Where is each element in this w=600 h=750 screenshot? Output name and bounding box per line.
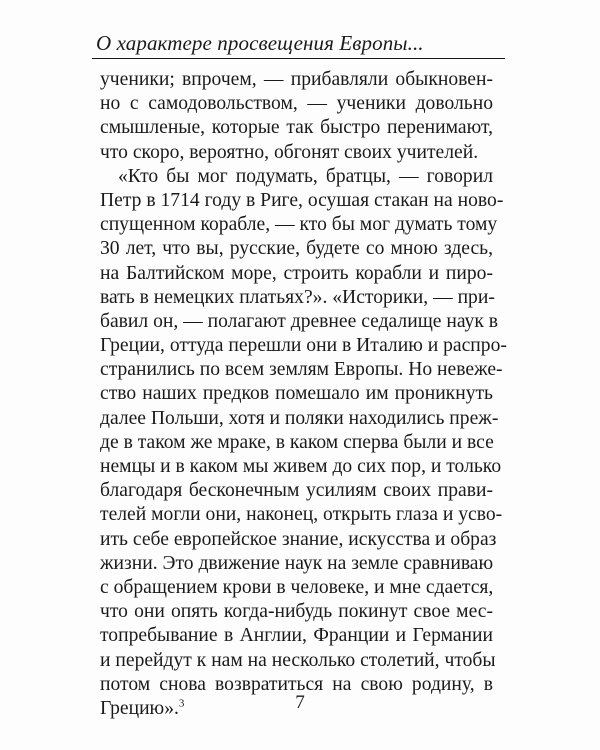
text-line: далее Польши, хотя и поляки находились преж-: [100, 407, 499, 429]
text-line: потом снова возвратиться на свою родину, в: [100, 673, 493, 695]
final-line-text: Грецию».: [100, 697, 179, 719]
text-line: телей могли они, наконец, открыть глаза и усво-: [100, 504, 503, 526]
text-line: жизни. Это движение наук на земле сравниваю: [100, 552, 494, 574]
running-head: О характере просвещения Европы...: [96, 31, 424, 55]
text-line: странились по всем землям Европы. Но невеже-: [100, 359, 503, 381]
text-line: «Кто бы мог подумать, братцы, — говорил: [118, 165, 493, 187]
text-line: с обращением крови в человеке, и мне сдается,: [100, 576, 494, 598]
text-line: де в таком же мраке, в каком сперва были и все: [100, 431, 494, 453]
text-line: и перейдут к нам на несколько столетий, чтобы: [100, 649, 496, 671]
header-rule: [92, 58, 505, 59]
text-line: топребывание в Англии, Франции и Германии: [100, 625, 493, 647]
text-line: вать в немецких платьях?». «Историки, — при-: [100, 286, 495, 308]
text-line: на Балтийском море, строить корабли и пиро-: [100, 262, 493, 284]
text-line: бавил он, — полагают древнее седалище наук в: [100, 310, 499, 332]
text-line: немцы и в каком мы живем до сих пор, и только: [100, 456, 502, 477]
text-line: Греции, оттуда перешли они в Италию и распро-: [100, 335, 507, 357]
text-line: ство наших предков помешало им проникнуть: [100, 383, 493, 405]
text-line: смышленые, которые так быстро перенимают,: [100, 117, 493, 139]
body-text: [100, 68, 507, 721]
text-line: 30 лет, что вы, русские, будете со мною здесь,: [100, 238, 493, 260]
text-line: ученики; впрочем, — прибавляли обыкновен-: [100, 69, 493, 90]
text-line: что скоро, вероятно, обгонят своих учителей.: [100, 141, 479, 163]
text-line: ить себе европейское знание, искусства и образ: [100, 528, 497, 550]
text-line: спущенном корабле, — кто бы мог думать тому: [100, 214, 498, 236]
text-line: благодаря бесконечным усилиям своих прави-: [100, 480, 493, 502]
page-number: 7: [295, 692, 305, 713]
text-line: что они опять когда-нибудь покинут свое мес-: [100, 601, 493, 623]
text-line: но с самодовольством, — ученики довольно: [100, 93, 493, 115]
text-line: Петр в 1714 году в Риге, осушая стакан на ново-: [100, 189, 504, 211]
footnote-marker[interactable]: 3: [178, 697, 185, 710]
